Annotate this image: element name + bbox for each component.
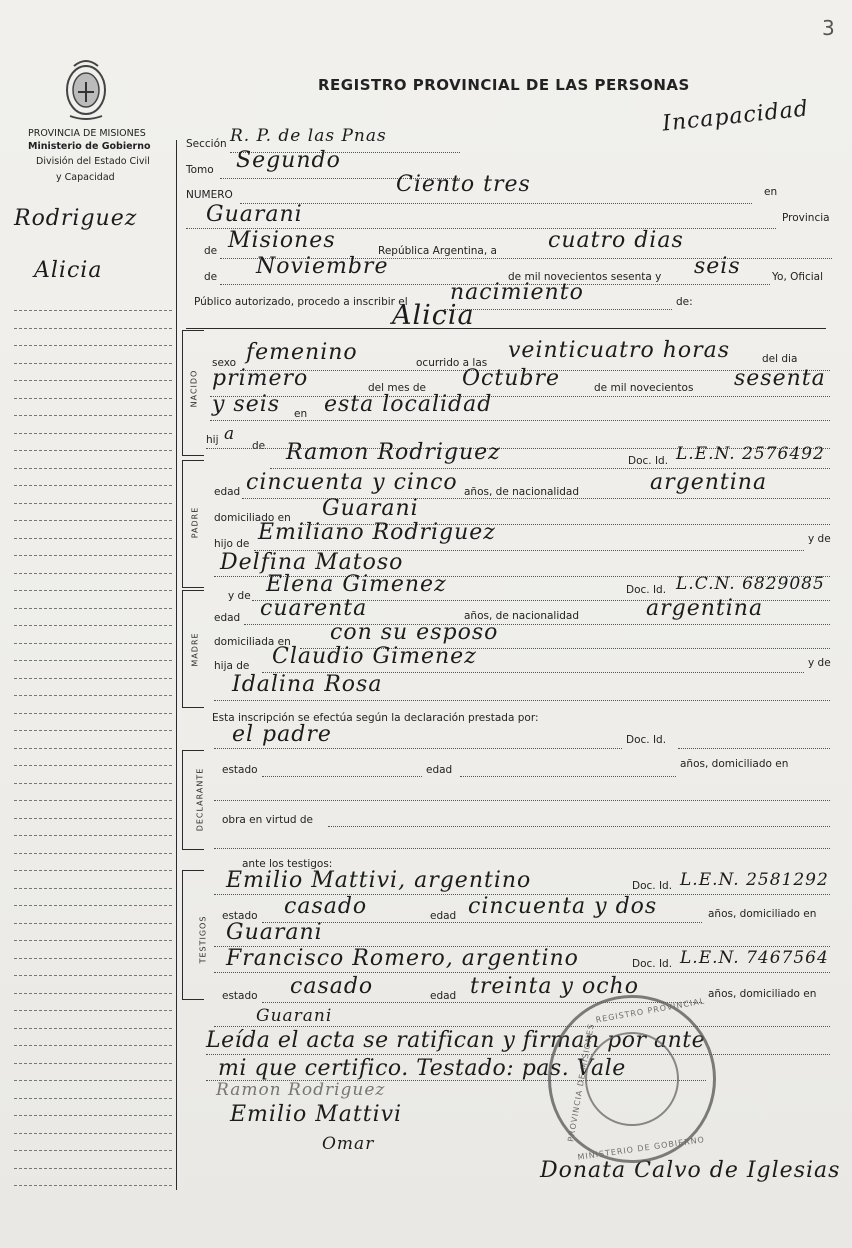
label-en-lugar: en — [294, 408, 308, 420]
margin-rule — [14, 800, 172, 801]
margin-rule — [14, 713, 172, 714]
label-republica: República Argentina, a — [378, 245, 497, 257]
value-madre-madre: Idalina Rosa — [232, 672, 383, 697]
label-provincia: Provincia — [782, 212, 830, 224]
value-madre-padre: Claudio Gimenez — [272, 644, 477, 669]
official-seal-inner — [585, 1032, 679, 1126]
label-sexo: sexo — [212, 357, 237, 369]
label-nacido: NACIDO — [189, 369, 199, 408]
margin-rule — [14, 415, 172, 416]
label-de-provincia: de — [204, 245, 218, 257]
margin-given-name: Alicia — [34, 258, 103, 283]
signature-witness-2: Omar — [322, 1134, 375, 1154]
margin-rule — [14, 625, 172, 626]
margin-rule — [14, 1133, 172, 1134]
value-padre-doc: L.E.N. 2576492 — [676, 444, 825, 464]
value-testigo1-edad: cincuenta y dos — [468, 894, 658, 919]
margin-rule — [14, 818, 172, 819]
label-doc-madre: Doc. Id. — [626, 584, 667, 596]
margin-rule — [14, 940, 172, 941]
margin-rule — [14, 310, 172, 311]
label-nac-padre: años, de nacionalidad — [464, 486, 580, 498]
label-doc-padre: Doc. Id. — [628, 455, 669, 467]
label-madre: MADRE — [190, 632, 200, 667]
label-de-padre: de — [252, 440, 266, 452]
signature-witness-1: Emilio Mattivi — [230, 1102, 403, 1127]
margin-rule — [14, 783, 172, 784]
value-fecha-dia: cuatro dias — [548, 228, 684, 253]
value-padre-nac: argentina — [650, 470, 768, 495]
margin-rule — [14, 363, 172, 364]
value-anio: seis — [694, 254, 741, 279]
margin-rule — [14, 433, 172, 434]
margin-rule — [14, 608, 172, 609]
margin-rule — [14, 730, 172, 731]
label-estado-declarante: estado — [222, 764, 258, 776]
value-madre-dom: con su esposo — [330, 620, 499, 645]
label-y-de-madre2: y de — [808, 657, 831, 669]
value-padre-madre: Delfina Matoso — [220, 550, 404, 575]
value-testigo2: Francisco Romero, argentino — [226, 946, 579, 971]
coat-of-arms-icon — [62, 56, 110, 122]
label-y-de-madre: y de — [228, 590, 251, 602]
margin-rule — [14, 1185, 172, 1186]
label-obra: obra en virtud de — [222, 814, 313, 826]
label-dom-declarante: años, domiciliado en — [680, 758, 789, 770]
value-provincia: Misiones — [228, 228, 336, 253]
margin-rule — [14, 1028, 172, 1029]
margin-rule — [14, 1115, 172, 1116]
value-testigo1-estado: casado — [284, 894, 368, 919]
label-en: en — [764, 186, 778, 198]
margin-rule — [14, 345, 172, 346]
document-title: REGISTRO PROVINCIAL DE LAS PERSONAS — [318, 76, 690, 94]
value-sexo: femenino — [246, 340, 358, 365]
value-testigo2-edad: treinta y ocho — [470, 974, 639, 999]
value-testigo1-doc: L.E.N. 2581292 — [680, 870, 829, 890]
margin-rule — [14, 975, 172, 976]
value-padre-edad: cincuenta y cinco — [246, 470, 458, 495]
margin-rule — [14, 555, 172, 556]
value-anio-nac-2: y seis — [212, 392, 281, 417]
label-de-colon: de: — [676, 296, 693, 308]
label-estado-testigo2: estado — [222, 990, 258, 1002]
label-yo-oficial: Yo, Oficial — [772, 271, 824, 283]
label-dom-testigo2: años, domiciliado en — [708, 988, 817, 1000]
value-numero: Ciento tres — [396, 172, 531, 197]
label-edad-testigo2: edad — [430, 990, 457, 1002]
label-hijo-de: hijo de — [214, 538, 250, 550]
value-padre-padre: Emiliano Rodriguez — [258, 520, 496, 545]
label-declarante: DECLARANTE — [195, 767, 205, 832]
label-del-mes: del mes de — [368, 382, 427, 394]
margin-rule — [14, 1045, 172, 1046]
margin-rule — [14, 1010, 172, 1011]
label-dom-madre: domiciliada en — [214, 636, 291, 648]
seal-text-top: REGISTRO PROVINCIAL — [595, 996, 706, 1025]
label-dom-padre: domiciliado en — [214, 512, 291, 524]
value-hij-suffix: a — [224, 424, 236, 444]
label-testigos-vertical: TESTIGOS — [198, 915, 208, 964]
margin-rule — [14, 1080, 172, 1081]
margin-rule — [14, 678, 172, 679]
value-tomo: Segundo — [236, 148, 341, 173]
label-dom-testigo1: años, domiciliado en — [708, 908, 817, 920]
value-testigo1-dom: Guarani — [226, 920, 323, 945]
label-publico: Público autorizado, procedo a inscribir el — [194, 296, 408, 308]
label-edad-madre: edad — [214, 612, 241, 624]
margin-rule — [14, 1098, 172, 1099]
margin-rule — [14, 748, 172, 749]
margin-rule — [14, 643, 172, 644]
label-numero: NUMERO — [186, 189, 233, 201]
margin-rule — [14, 538, 172, 539]
value-testigo1: Emilio Mattivi, argentino — [226, 868, 532, 893]
label-edad-padre: edad — [214, 486, 241, 498]
closing-line-1: Leída el acta se ratifican y firman por ante — [206, 1028, 706, 1053]
margin-rule — [14, 450, 172, 451]
value-mes: Octubre — [462, 366, 560, 391]
margin-rule — [14, 1168, 172, 1169]
value-madre-nac: argentina — [646, 596, 764, 621]
margin-rule — [14, 888, 172, 889]
official-seal — [548, 995, 716, 1163]
value-seccion: R. P. de las Pnas — [230, 126, 387, 146]
margin-rule — [14, 520, 172, 521]
margin-rule — [14, 905, 172, 906]
label-nac-madre: años, de nacionalidad — [464, 610, 580, 622]
margin-divider — [176, 140, 177, 1190]
label-estado-testigo1: estado — [222, 910, 258, 922]
value-madre-edad: cuarenta — [260, 596, 368, 621]
incapacity-annotation: Incapacidad — [661, 96, 811, 137]
label-de-mil-nac: de mil novecientos — [594, 382, 694, 394]
office-capacity: y Capacidad — [56, 172, 115, 183]
margin-rule — [14, 1150, 172, 1151]
value-testigo2-doc: L.E.N. 7467564 — [680, 948, 829, 968]
label-seccion: Sección — [186, 138, 227, 150]
margin-rule — [14, 660, 172, 661]
label-de-mes: de — [204, 271, 218, 283]
margin-rule — [14, 923, 172, 924]
office-province: PROVINCIA DE MISIONES — [28, 128, 146, 139]
value-testigo2-estado: casado — [290, 974, 374, 999]
value-dia: primero — [212, 366, 309, 391]
margin-rule — [14, 485, 172, 486]
value-madre-doc: L.C.N. 6829085 — [676, 574, 825, 594]
value-padre: Ramon Rodriguez — [286, 440, 501, 465]
margin-rule — [14, 835, 172, 836]
margin-rule — [14, 853, 172, 854]
margin-rule — [14, 468, 172, 469]
margin-rule — [14, 590, 172, 591]
margin-rule — [14, 695, 172, 696]
value-anio-nac: sesenta — [734, 366, 826, 391]
margin-rule — [14, 1063, 172, 1064]
margin-rule — [14, 870, 172, 871]
value-declarante: el padre — [232, 722, 332, 747]
label-y-de-padre: y de — [808, 533, 831, 545]
seal-text-bottom: MINISTERIO DE GOBIERNO — [576, 1135, 706, 1162]
margin-rule — [14, 993, 172, 994]
value-nombre: Alicia — [392, 300, 475, 331]
label-hija-de: hija de — [214, 660, 250, 672]
label-edad-testigo1: edad — [430, 910, 457, 922]
office-ministry: Ministerio de Gobierno — [28, 141, 151, 152]
margin-surname: Rodriguez — [14, 206, 138, 231]
value-madre: Elena Gimenez — [266, 572, 447, 597]
label-doc-declarante: Doc. Id. — [626, 734, 667, 746]
margin-rule — [14, 328, 172, 329]
signature-officer: Donata Calvo de Iglesias — [540, 1158, 841, 1183]
margin-rule — [14, 380, 172, 381]
value-en-locality: Guarani — [206, 202, 303, 227]
value-hora: veinticuatro horas — [508, 338, 731, 363]
margin-rule — [14, 573, 172, 574]
closing-line-2: mi que certifico. Testado: pas. Vale — [218, 1056, 626, 1081]
label-del-dia: del dia — [762, 353, 798, 365]
margin-rule — [14, 765, 172, 766]
label-inscripcion: Esta inscripción se efectúa según la declaración prestada por: — [212, 712, 539, 724]
value-padre-dom: Guarani — [322, 496, 419, 521]
margin-rule — [14, 958, 172, 959]
margin-rule — [14, 503, 172, 504]
label-padre: PADRE — [190, 506, 200, 539]
value-fecha-mes: Noviembre — [256, 254, 389, 279]
seal-text-left: PROVINCIA DE MISIONES — [566, 1022, 596, 1143]
value-testigo2-dom: Guarani — [256, 1006, 333, 1026]
value-acto: nacimiento — [450, 280, 584, 305]
margin-rule — [14, 398, 172, 399]
label-testigos: ante los testigos: — [242, 858, 333, 870]
page-number: 3 — [822, 16, 835, 40]
signature-declarant: Ramon Rodriguez — [216, 1080, 386, 1100]
label-tomo: Tomo — [186, 164, 214, 176]
label-doc-testigo2: Doc. Id. — [632, 958, 673, 970]
label-doc-testigo1: Doc. Id. — [632, 880, 673, 892]
office-division: División del Estado Civil — [36, 156, 150, 167]
label-edad-declarante: edad — [426, 764, 453, 776]
label-hij: hij — [206, 434, 219, 446]
value-lugar: esta localidad — [324, 392, 493, 417]
label-ocurrido: ocurrido a las — [416, 357, 488, 369]
label-de-mil: de mil novecientos sesenta y — [508, 271, 662, 283]
